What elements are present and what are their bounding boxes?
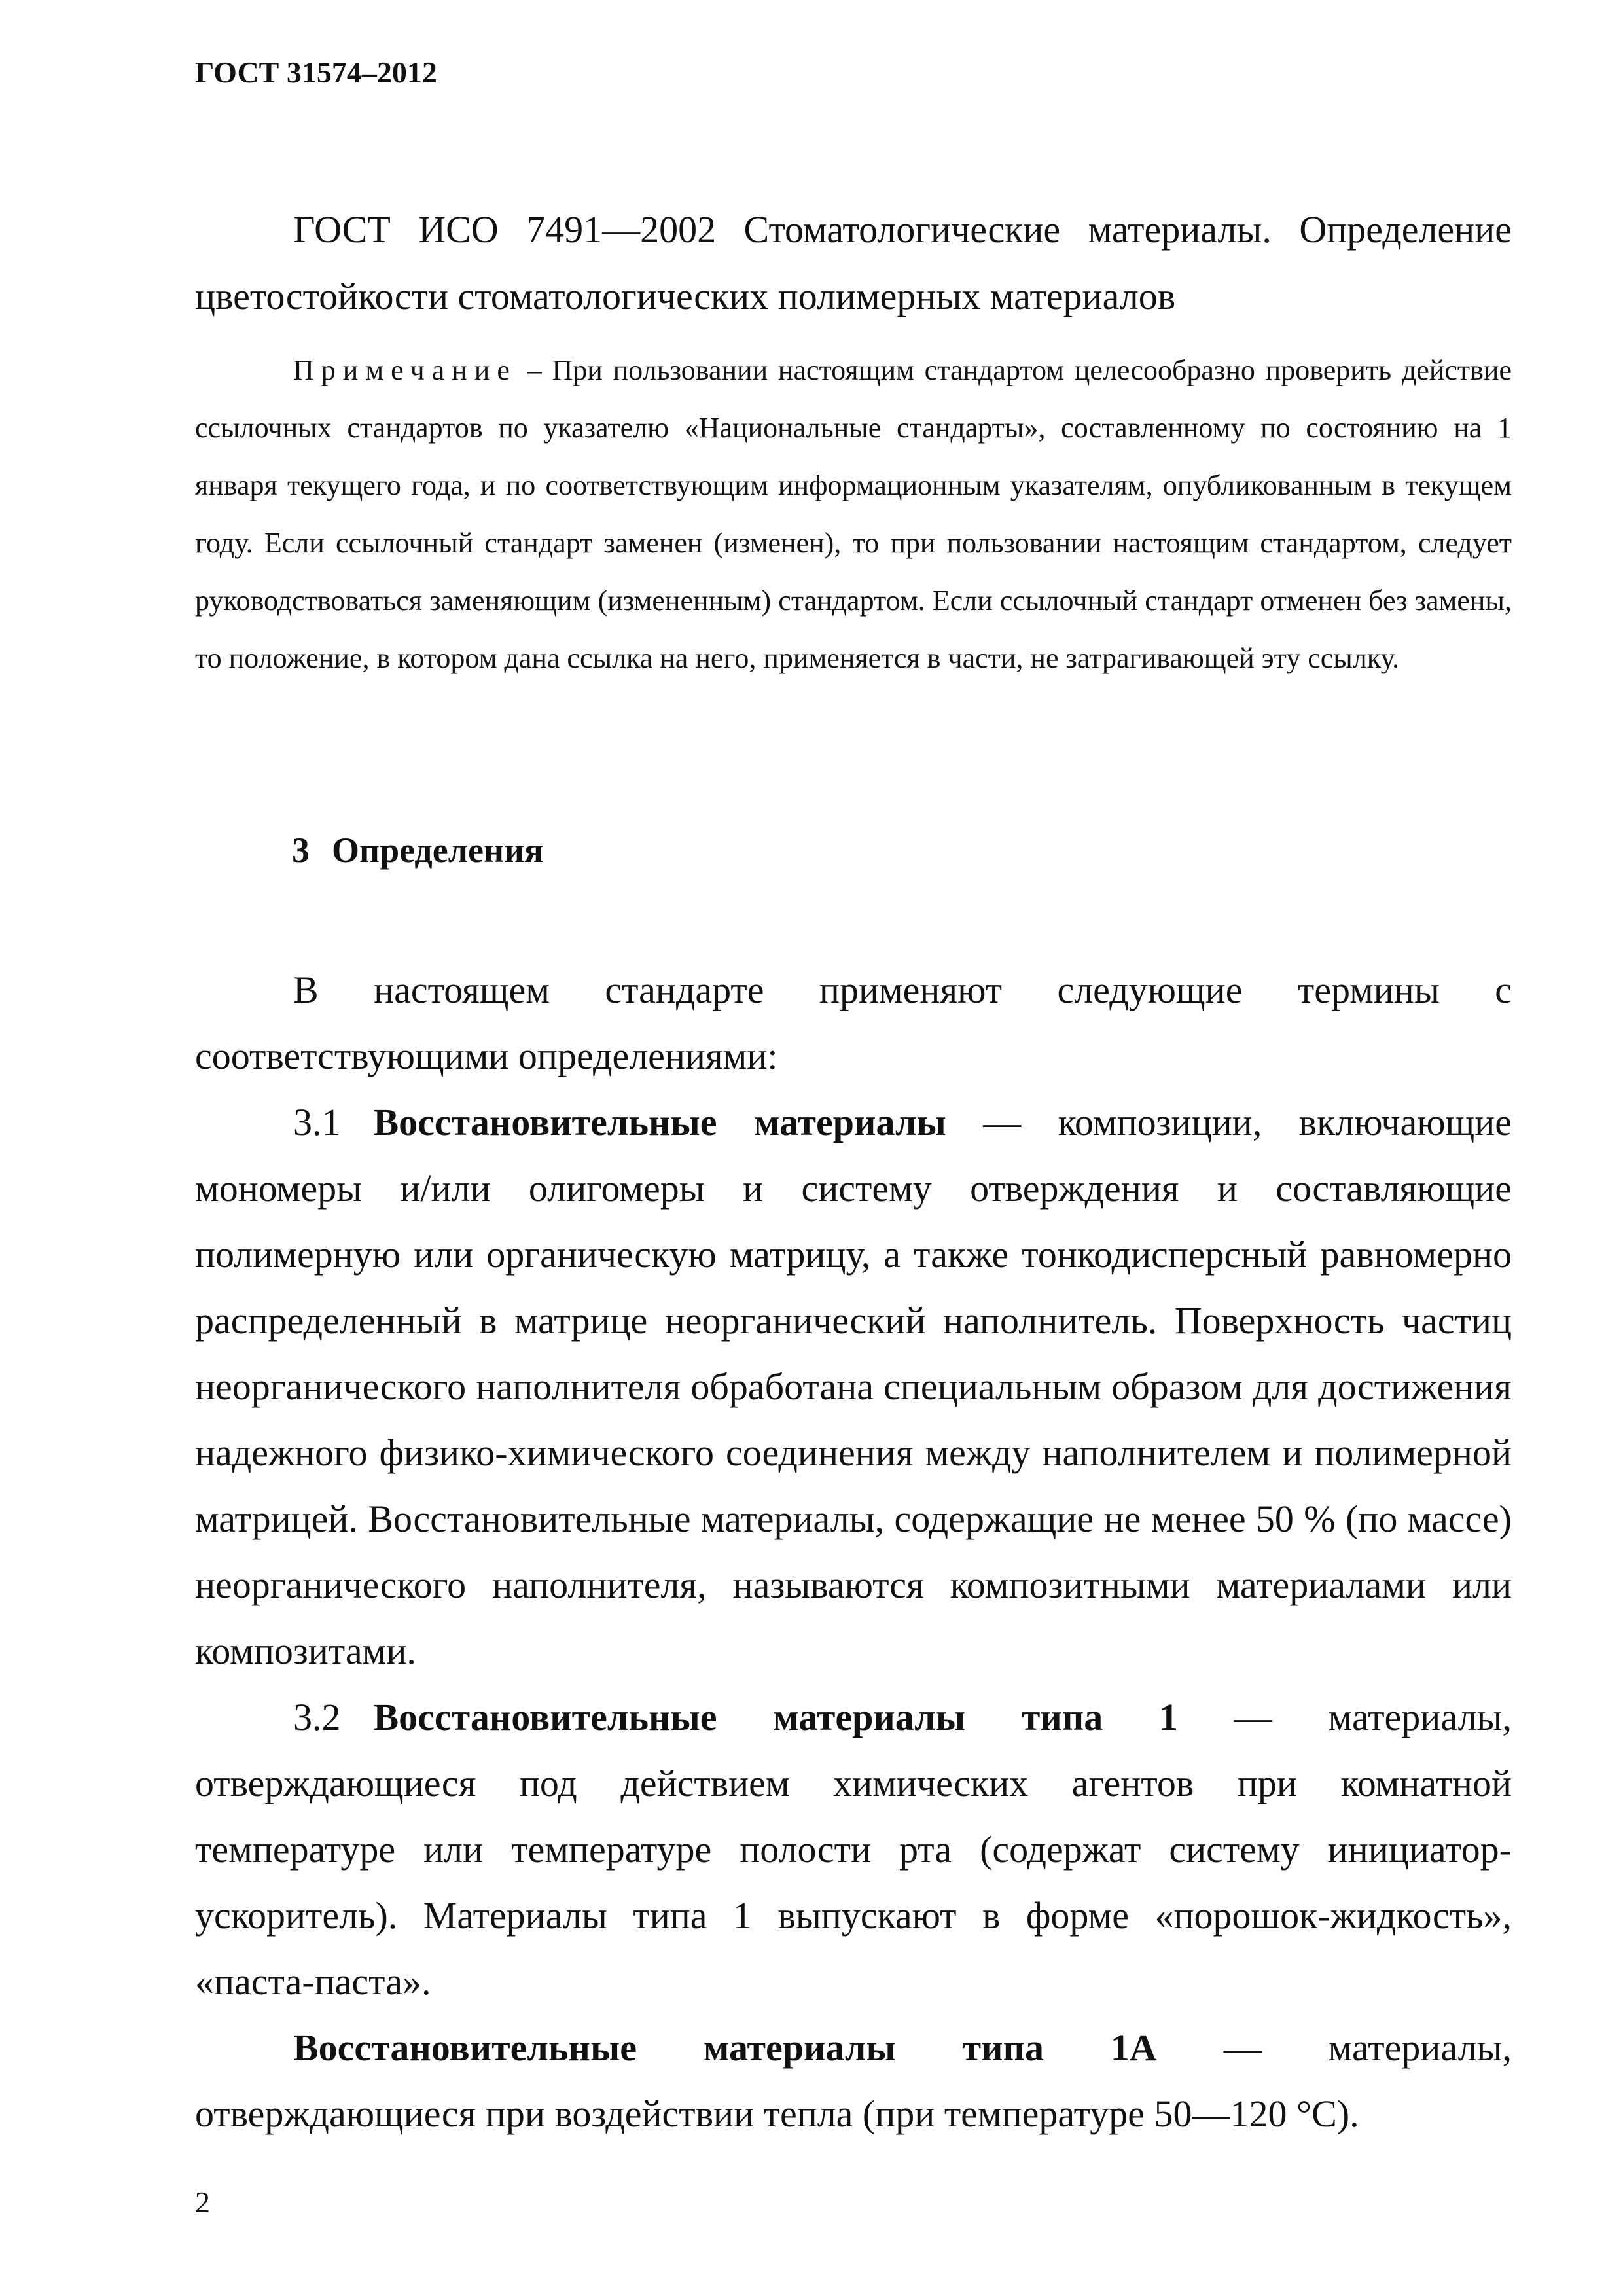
term-definition: — материалы, отверждающиеся при воздействии тепла (при температуре 50—120 °С). [195, 2026, 1512, 2135]
document-header-id: ГОСТ 31574–2012 [195, 56, 437, 89]
term-paragraph [195, 2015, 1512, 2147]
term-paragraph [195, 1089, 1512, 1684]
term-number: 3.1 [293, 1101, 341, 1143]
definitions-body [195, 957, 1512, 2147]
intro-paragraph: В настоящем стандарте применяют следующие термины с соответствующими определениями: [195, 969, 1512, 1077]
section-heading [292, 830, 543, 870]
term-name: Восстановительные материалы типа 1А [293, 2026, 1157, 2069]
term-name: Восстановительные материалы [373, 1101, 946, 1143]
term-number: 3.2 [293, 1696, 341, 1738]
term-definition: — материалы, отверждающиеся под действием химических агентов при комнатной температуре или температуре полости рта (содержат систему инициатор-ускоритель). Материалы типа 1 выпускают в форме «порошок-жидкость», «паста-паста». [195, 1696, 1512, 2003]
section-title: Определения [332, 831, 544, 870]
term-definition: — композиции, включающие мономеры и/или олигомеры и систему отверждения и составляющие полимерную или органическую матрицу, а также тонкодисперсный равномерно распределенный в матрице неорганический наполнитель. Поверхность частиц неорганического наполнителя обработана специальным образом для достижения надежного физико-химического соединения между наполнителем и полимерной матрицей. Восстановительные материалы, содержащие не менее 50 % (по массе) неорганического наполнителя, называются композитными материалами или композитами. [195, 1101, 1512, 1672]
note-text: – При пользовании настоящим стандартом целесообразно проверить действие ссылочных стандартов по указателю «Национальные стандарты», составленному по состоянию на 1 января текущего года, и по соответствующим информационным указателям, опубликованным в текущем году. Если ссылочный стандарт заменен (изменен), то при пользовании настоящим стандартом, следует руководствоваться заменяющим (измененным) стандартом. Если ссылочный стандарт отменен без замены, то положение, в котором дана ссылка на него, применяется в части, не затрагивающей эту ссылку. [195, 354, 1512, 674]
section-number: 3 [292, 831, 310, 870]
page-number: 2 [195, 2185, 210, 2219]
normative-reference: ГОСТ ИСО 7491—2002 Стоматологические материалы. Определение цветостойкости стоматологических полимерных материалов [195, 208, 1512, 317]
note-label: Примечание [293, 354, 517, 386]
term-name: Восстановительные материалы типа 1 [373, 1696, 1179, 1738]
note-paragraph [195, 342, 1512, 687]
term-paragraph [195, 1684, 1512, 2015]
